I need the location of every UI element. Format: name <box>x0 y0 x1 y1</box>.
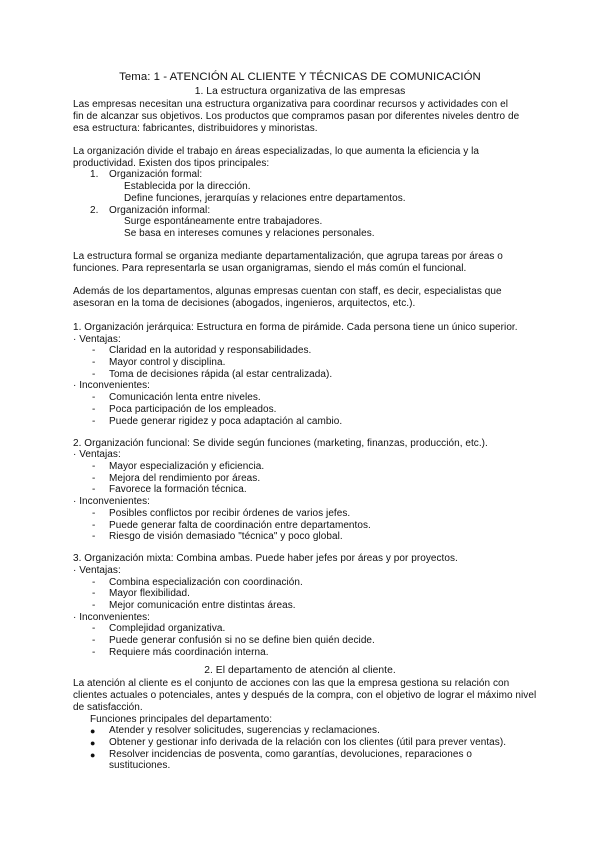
disadvantage-item: Comunicación lenta entre niveles. <box>109 392 261 403</box>
advantage-item: Toma de decisiones rápida (al estar centralizada). <box>109 369 333 380</box>
dash-icon: - <box>92 588 96 599</box>
type-detail: Establecida por la dirección. <box>124 181 251 192</box>
type-detail: Define funciones, jerarquías y relaciones entre departamentos. <box>124 193 406 204</box>
advantage-item: Mejor comunicación entre distintas áreas. <box>109 600 296 611</box>
advantage-item: Favorece la formación técnica. <box>109 484 247 495</box>
org-heading: 2. Organización funcional: Se divide según funciones (marketing, finanzas, producción, etc.). <box>73 438 488 449</box>
dash-icon: - <box>92 404 96 415</box>
advantage-item: Mejora del rendimiento por áreas. <box>109 473 261 484</box>
section-2-intro-line: clientes actuales o potenciales, antes y después de la compra, con el objetivo de lograr el máximo nivel <box>73 690 537 701</box>
dash-icon: - <box>92 345 96 356</box>
bullet-icon: ● <box>90 750 96 760</box>
disadvantage-item: Puede generar confusión si no se define bien quién decide. <box>109 635 375 646</box>
type-detail: Surge espontáneamente entre trabajadores. <box>124 216 323 227</box>
disadvantage-item: Puede generar falta de coordinación entre departamentos. <box>109 520 371 531</box>
type-number: 1. <box>90 169 99 180</box>
advantage-item: Mayor flexibilidad. <box>109 588 190 599</box>
dash-icon: - <box>92 647 96 658</box>
disadvantage-item: Puede generar rigidez y poca adaptación al cambio. <box>109 416 343 427</box>
section-2-intro-line: La atención al cliente es el conjunto de acciones con las que la empresa gestiona su relación con <box>73 678 510 689</box>
type-label: Organización informal: <box>109 205 211 216</box>
dash-icon: - <box>92 357 96 368</box>
type-detail: Se basa en intereses comunes y relaciones personales. <box>124 228 375 239</box>
advantages-label: · Ventajas: <box>73 565 121 576</box>
function-item: Obtener y gestionar info derivada de la relación con los clientes (útil para prever ventas). <box>109 737 507 748</box>
advantage-item: Combina especialización con coordinación. <box>109 577 303 588</box>
advantages-label: · Ventajas: <box>73 449 121 460</box>
disadvantages-label: · Inconvenientes: <box>73 612 151 623</box>
disadvantages-label: · Inconvenientes: <box>73 496 151 507</box>
bullet-icon: ● <box>90 738 96 748</box>
type-label: Organización formal: <box>109 169 203 180</box>
staff-line: asesoran en la toma de decisiones (abogados, ingenieros, arquitectos, etc.). <box>73 298 416 309</box>
page-title: Tema: 1 - ATENCIÓN AL CLIENTE Y TÉCNICAS DE COMUNICACIÓN <box>119 71 481 83</box>
disadvantage-item: Poca participación de los empleados. <box>109 404 277 415</box>
disadvantage-item: Riesgo de visión demasiado "técnica" y poco global. <box>109 531 343 542</box>
advantages-label: · Ventajas: <box>73 334 121 345</box>
dash-icon: - <box>92 461 96 472</box>
formal-structure-line: La estructura formal se organiza mediante departamentalización, que agrupa tareas por áreas o <box>73 251 503 262</box>
intro-line: Las empresas necesitan una estructura organizativa para coordinar recursos y actividades con el <box>73 99 508 110</box>
division-line: productividad. Existen dos tipos principales: <box>73 158 270 169</box>
org-heading: 3. Organización mixta: Combina ambas. Puede haber jefes por áreas y por proyectos. <box>73 553 458 564</box>
section-2-intro-line: de satisfacción. <box>73 702 143 713</box>
section-2-heading: 2. El departamento de atención al cliente. <box>204 665 396 676</box>
dash-icon: - <box>92 508 96 519</box>
division-line: La organización divide el trabajo en áreas especializadas, lo que aumenta la eficiencia y la <box>73 146 479 157</box>
advantage-item: Claridad en la autoridad y responsabilidades. <box>109 345 312 356</box>
function-item-continued: sustituciones. <box>109 760 171 771</box>
dash-icon: - <box>92 369 96 380</box>
formal-structure-line: funciones. Para representarla se usan organigramas, siendo el más común el funcional. <box>73 263 467 274</box>
dash-icon: - <box>92 577 96 588</box>
function-item: Atender y resolver solicitudes, sugerencias y reclamaciones. <box>109 725 380 736</box>
dash-icon: - <box>92 473 96 484</box>
advantage-item: Mayor control y disciplina. <box>109 357 226 368</box>
dash-icon: - <box>92 520 96 531</box>
disadvantage-item: Complejidad organizativa. <box>109 623 226 634</box>
bullet-icon: ● <box>90 726 96 736</box>
disadvantages-label: · Inconvenientes: <box>73 380 151 391</box>
disadvantage-item: Posibles conflictos por recibir órdenes de varios jefes. <box>109 508 351 519</box>
dash-icon: - <box>92 416 96 427</box>
org-heading: 1. Organización jerárquica: Estructura en forma de pirámide. Cada persona tiene un único superior. <box>73 322 518 333</box>
dash-icon: - <box>92 635 96 646</box>
dash-icon: - <box>92 600 96 611</box>
type-number: 2. <box>90 205 99 216</box>
function-item: Resolver incidencias de posventa, como garantías, devoluciones, reparaciones o <box>109 749 472 760</box>
intro-line: fin de alcanzar sus objetivos. Los productos que compramos pasan por diferentes niveles dentro de <box>73 111 520 122</box>
dash-icon: - <box>92 623 96 634</box>
dash-icon: - <box>92 392 96 403</box>
section-1-heading: 1. La estructura organizativa de las empresas <box>194 86 406 97</box>
advantage-item: Mayor especialización y eficiencia. <box>109 461 265 472</box>
dash-icon: - <box>92 484 96 495</box>
staff-line: Además de los departamentos, algunas empresas cuentan con staff, es decir, especialistas que <box>73 286 502 297</box>
functions-label: Funciones principales del departamento: <box>90 714 273 725</box>
intro-line: esa estructura: fabricantes, distribuidores y minoristas. <box>73 123 318 134</box>
dash-icon: - <box>92 531 96 542</box>
disadvantage-item: Requiere más coordinación interna. <box>109 647 269 658</box>
